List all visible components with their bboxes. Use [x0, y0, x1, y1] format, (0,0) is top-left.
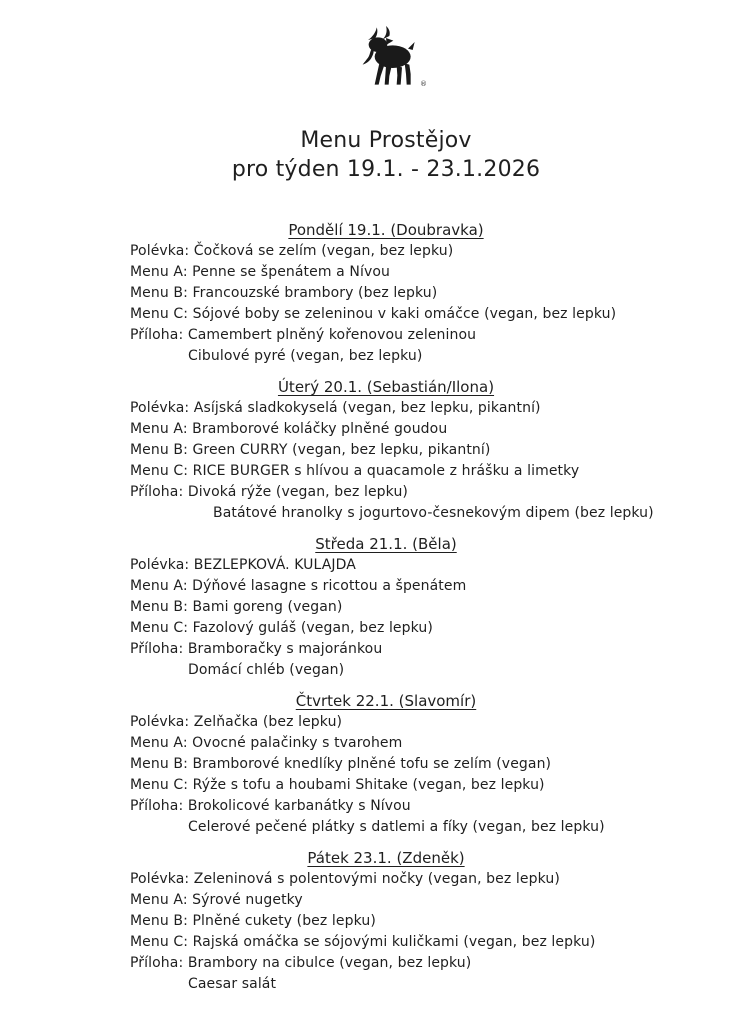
day-header-monday: Pondělí 19.1. (Doubravka) — [288, 221, 484, 239]
goat-logo-icon — [350, 26, 422, 90]
menu-c-row: Menu C: Sójové boby se zeleninou v kaki omáčce (vegan, bez lepku) — [130, 306, 617, 322]
page-subtitle: pro týden 19.1. - 23.1.2026 — [231, 157, 541, 182]
soup-row: Polévka: Zeleninová s polentovými nočky (vegan, bez lepku) — [130, 871, 560, 887]
menu-a-row: Menu A: Ovocné palačinky s tvarohem — [130, 735, 403, 751]
side-dish-row: Příloha: Brokolicové karbanátky s Nívou — [130, 798, 411, 814]
side-dish-row: Příloha: Divoká rýže (vegan, bez lepku) — [130, 484, 408, 500]
menu-c-row: Menu C: Fazolový guláš (vegan, bez lepku) — [130, 620, 433, 636]
soup-row: Polévka: Zelňačka (bez lepku) — [130, 714, 343, 730]
day-header-friday: Pátek 23.1. (Zdeněk) — [307, 849, 465, 867]
day-section-friday — [130, 848, 642, 995]
menu-b-row: Menu B: Bramborové knedlíky plněné tofu se zelím (vegan) — [130, 756, 552, 772]
soup-row: Polévka: Asíjská sladkokyselá (vegan, bez lepku, pikantní) — [130, 400, 541, 416]
menu-a-row: Menu A: Penne se špenátem a Nívou — [130, 264, 390, 280]
menu-c-row: Menu C: Rýže s tofu a houbami Shitake (vegan, bez lepku) — [130, 777, 545, 793]
menu-content-column — [130, 26, 654, 995]
menu-a-row: Menu A: Dýňové lasagne s ricottou a špenátem — [130, 578, 467, 594]
soup-row: Polévka: Čočková se zelím (vegan, bez lepku) — [130, 243, 454, 259]
logo — [347, 26, 425, 92]
side-dish-extra-row: Batátové hranolky s jogurtovo-česnekovým dipem (bez lepku) — [213, 505, 654, 521]
side-dish-extra-row: Celerové pečené plátky s datlemi a fíky (vegan, bez lepku) — [188, 819, 605, 835]
menu-b-row: Menu B: Francouzské brambory (bez lepku) — [130, 285, 438, 301]
day-section-wednesday — [130, 534, 642, 681]
registered-trademark: ® — [420, 80, 427, 88]
side-dish-extra-row: Domácí chléb (vegan) — [188, 662, 345, 678]
day-section-monday — [130, 220, 642, 367]
menu-b-row: Menu B: Plněné cukety (bez lepku) — [130, 913, 376, 929]
menu-b-row: Menu B: Bami goreng (vegan) — [130, 599, 343, 615]
side-dish-extra-row: Cibulové pyré (vegan, bez lepku) — [188, 348, 423, 364]
side-dish-row: Příloha: Camembert plněný kořenovou zeleninou — [130, 327, 477, 343]
day-header-wednesday: Středa 21.1. (Běla) — [315, 535, 457, 553]
day-header-tuesday: Úterý 20.1. (Sebastián/Ilona) — [277, 378, 495, 396]
soup-row: Polévka: BEZLEPKOVÁ. KULAJDA — [130, 557, 356, 573]
side-dish-extra-row: Caesar salát — [188, 976, 277, 992]
day-section-tuesday — [130, 377, 654, 524]
menu-c-row: Menu C: RICE BURGER s hlívou a quacamole z hrášku a limetky — [130, 463, 580, 479]
day-header-thursday: Čtvrtek 22.1. (Slavomír) — [295, 692, 477, 710]
day-section-thursday — [130, 691, 642, 838]
menu-b-row: Menu B: Green CURRY (vegan, bez lepku, pikantní) — [130, 442, 491, 458]
menu-a-row: Menu A: Bramborové koláčky plněné goudou — [130, 421, 448, 437]
side-dish-row: Příloha: Brambory na cibulce (vegan, bez lepku) — [130, 955, 472, 971]
side-dish-row: Příloha: Bramboračky s majoránkou — [130, 641, 383, 657]
menu-a-row: Menu A: Sýrové nugetky — [130, 892, 303, 908]
menu-c-row: Menu C: Rajská omáčka se sójovými kuličkami (vegan, bez lepku) — [130, 934, 596, 950]
page-title: Menu Prostějov — [300, 128, 472, 153]
